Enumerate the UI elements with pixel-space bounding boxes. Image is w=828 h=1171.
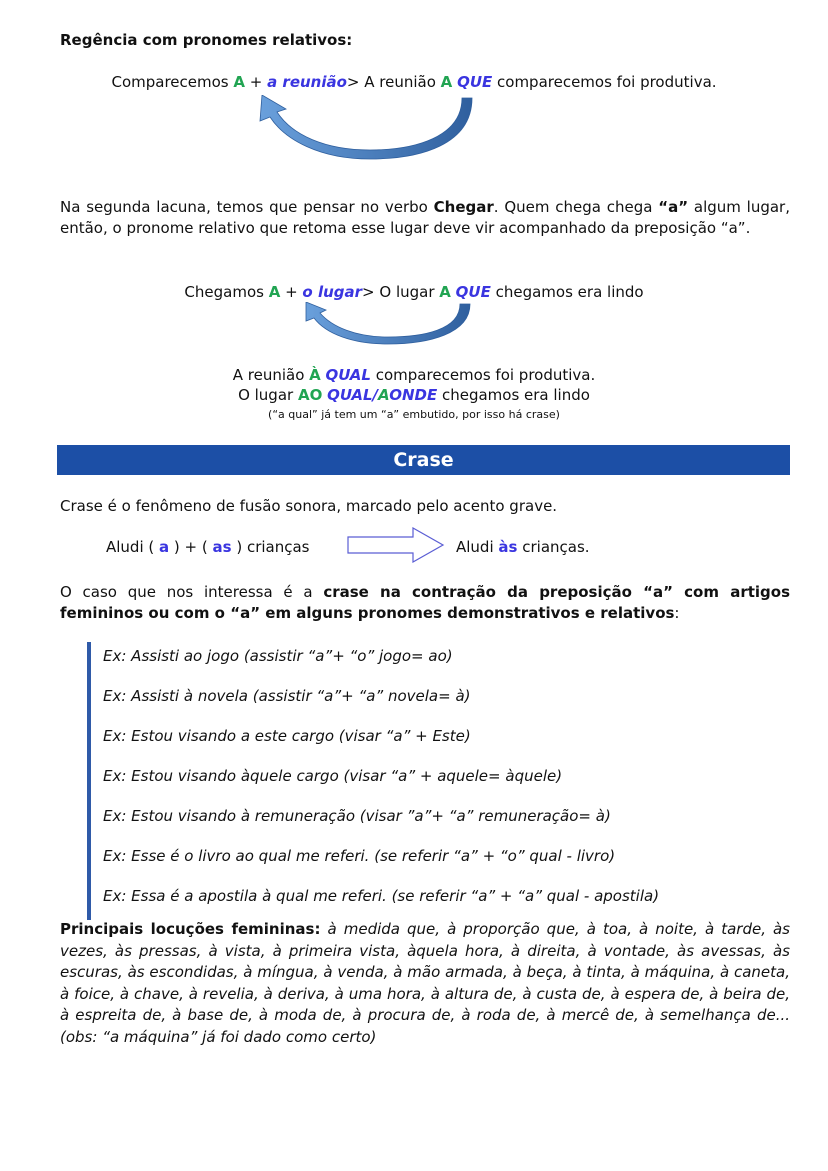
examples-list — [87, 642, 791, 920]
paragraph-chegar — [60, 197, 790, 239]
text: Comparecemos — [111, 73, 234, 91]
text: + — [244, 73, 268, 91]
text: comparecemos foi produtiva. — [492, 73, 717, 91]
relative-pronoun: ONDE — [389, 386, 438, 404]
text: crianças. — [517, 538, 590, 556]
text: ) + ( — [169, 538, 213, 556]
crase-intro — [60, 582, 790, 624]
relative-pronoun: QUE — [457, 73, 493, 91]
text: comparecemos foi produtiva. — [370, 366, 596, 384]
example-item: Ex: Assisti à novela (assistir “a”+ “a” novela= à) — [103, 687, 471, 705]
aludi-left — [106, 538, 310, 556]
bold-text: crase na contração da preposição “a” com artigos femininos ou com o “a” em alguns pronomes demonstrativos e relativos — [60, 583, 790, 622]
text: : — [674, 604, 680, 622]
text: O lugar — [238, 386, 298, 404]
text: . Quem chega chega — [493, 198, 659, 216]
right-arrow-icon — [347, 527, 447, 563]
result-qual — [0, 366, 828, 384]
noun: o lugar — [302, 283, 363, 301]
example-item: Ex: Esse é o livro ao qual me referi. (se referir “a” + “o” qual - livro) — [103, 847, 616, 865]
preposition: A — [439, 283, 451, 301]
aludi-right — [456, 538, 590, 556]
quote: “a” — [658, 198, 689, 216]
verb: Chegar — [433, 198, 494, 216]
locucoes-text: à medida que, à proporção que, à toa, à noite, à tarde, às vezes, às pressas, à vista, à primeira vista, àquela hora, à direita, à vontade, às avessas, às escuras, às escondidas, à míngua, à venda, à mão armada, à beça, à tinta, à máquina, à caneta, à foice, à chave, à revelia, à deriva, à uma hora, à altura de, à custa de, à espera de, à beira de, à espreita de, à base de, à moda de, à procura de, à roda de, à mercê de, à semelhança de... (obs: “a máquina” já foi dado como certo) — [60, 920, 790, 1046]
preposition: A — [268, 283, 281, 301]
relative-pronoun: QUE — [455, 283, 491, 301]
text: O caso que nos interessa é a — [60, 583, 324, 601]
text: Aludi ( — [106, 538, 160, 556]
crase-definition: Crase é o fenômeno de fusão sonora, marcado pelo acento grave. — [60, 497, 558, 515]
crase: às — [498, 538, 518, 556]
locucoes-paragraph — [60, 919, 790, 1048]
preposition: À — [309, 366, 321, 384]
example-item: Ex: Estou visando à remuneração (visar ”a”+ “a” remuneração= à) — [103, 807, 611, 825]
preposition: A — [378, 386, 390, 404]
example-item: Ex: Assisti ao jogo (assistir “a”+ “o” jogo= ao) — [103, 647, 453, 665]
note: (“a qual” já tem um “a” embutido, por isso há crase) — [268, 408, 560, 421]
text: > O lugar — [362, 283, 440, 301]
text: Chegamos — [184, 283, 269, 301]
example-item: Ex: Estou visando àquele cargo (visar “a” + aquele= àquele) — [103, 767, 563, 785]
text: A reunião — [232, 366, 310, 384]
relative-pronoun: QUAL/ — [327, 386, 379, 404]
text: > A reunião — [346, 73, 441, 91]
text: chegamos era lindo — [490, 283, 644, 301]
example-chegamos — [0, 283, 828, 301]
example-item: Ex: Essa é a apostila à qual me referi. (se referir “a” + “a” qual - apostila) — [103, 887, 660, 905]
preposition: a — [159, 538, 170, 556]
example-comparecemos — [0, 73, 828, 91]
section-title: Regência com pronomes relativos: — [60, 31, 353, 49]
article: as — [212, 538, 232, 556]
preposition: A — [440, 73, 453, 91]
preposition: A — [233, 73, 245, 91]
text: ) crianças — [231, 538, 310, 556]
text: algum lugar, então, o pronome relativo que retoma esse lugar deve vir acompanhado da preposição “a”. — [60, 198, 790, 237]
curved-arrow-icon — [250, 95, 480, 165]
relative-pronoun: QUAL — [325, 366, 371, 384]
preposition: AO — [297, 386, 323, 404]
locucoes-label: Principais locuções femininas: — [60, 920, 321, 938]
noun: a reunião — [267, 73, 347, 91]
text: chegamos era lindo — [437, 386, 590, 404]
example-item: Ex: Estou visando a este cargo (visar “a” + Este) — [103, 727, 471, 745]
curved-arrow-icon — [298, 302, 478, 347]
result-aonde — [0, 386, 828, 404]
text: Na segunda lacuna, temos que pensar no verbo — [60, 198, 434, 216]
text: Aludi — [456, 538, 499, 556]
text: + — [280, 283, 303, 301]
section-header-crase: Crase — [57, 445, 790, 475]
